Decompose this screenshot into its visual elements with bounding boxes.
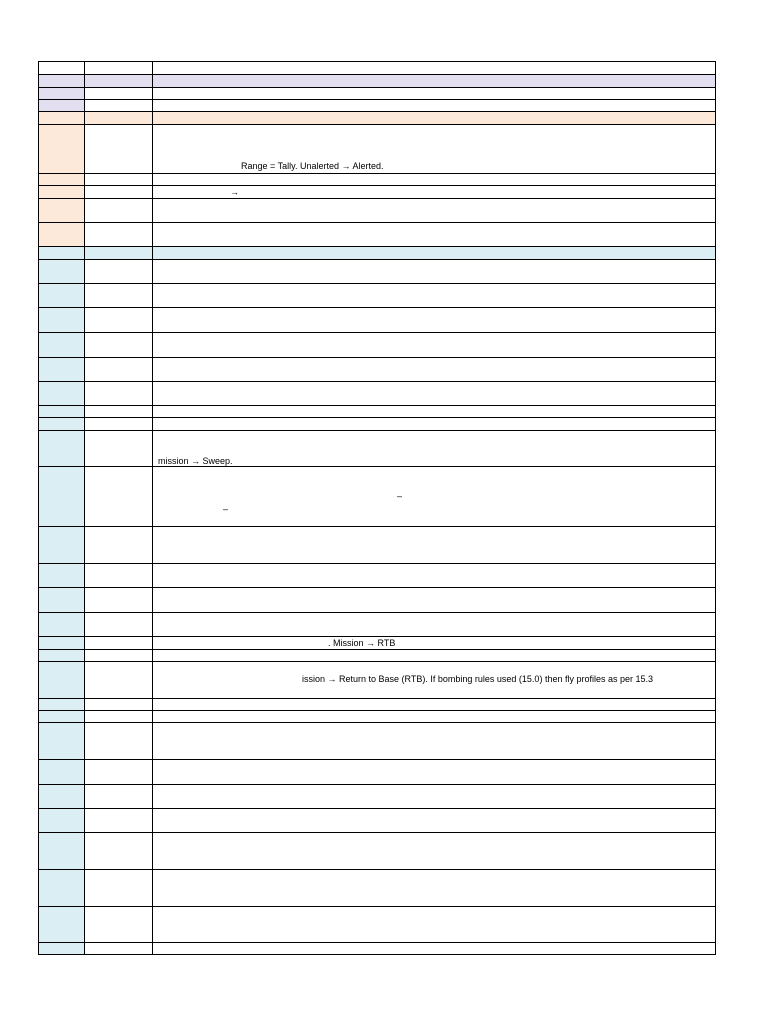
row-text-cell <box>153 260 715 283</box>
table-row <box>39 809 715 833</box>
row-text-cell <box>153 308 715 332</box>
table-row <box>39 564 715 588</box>
row-text-cell <box>153 100 715 111</box>
table-row <box>39 467 715 527</box>
table-row <box>39 870 715 907</box>
row-text-cell <box>153 613 715 636</box>
rule-text: ission → Return to Base (RTB). If bombing rules used (15.0) then fly profiles as per 15.3 <box>302 674 653 684</box>
row-label-cell <box>85 62 153 74</box>
row-label-cell <box>85 650 153 661</box>
row-color-cell <box>39 186 85 198</box>
table-row <box>39 199 715 223</box>
row-label-cell <box>85 785 153 808</box>
row-color-cell <box>39 358 85 381</box>
table-row <box>39 88 715 100</box>
table-row <box>39 662 715 699</box>
table-row <box>39 613 715 637</box>
row-color-cell <box>39 382 85 405</box>
row-color-cell <box>39 223 85 246</box>
row-color-cell <box>39 88 85 99</box>
dash-symbol: – <box>397 491 403 501</box>
row-text-cell <box>153 284 715 307</box>
row-label-cell <box>85 199 153 222</box>
row-color-cell <box>39 650 85 661</box>
row-text-cell <box>153 247 715 259</box>
table-row <box>39 699 715 711</box>
row-color-cell <box>39 907 85 942</box>
row-label-cell <box>85 418 153 430</box>
row-label-cell <box>85 662 153 698</box>
table-row <box>39 637 715 650</box>
row-text-cell <box>153 723 715 759</box>
row-color-cell <box>39 431 85 466</box>
row-color-cell <box>39 785 85 808</box>
table-row <box>39 186 715 199</box>
row-text-cell <box>153 809 715 832</box>
row-color-cell <box>39 260 85 283</box>
row-text-cell <box>153 588 715 612</box>
row-label-cell <box>85 760 153 784</box>
row-text-cell <box>153 406 715 417</box>
table-row <box>39 527 715 564</box>
row-label-cell <box>85 467 153 526</box>
row-label-cell <box>85 223 153 246</box>
rule-text: Range = Tally. Unalerted → Alerted. <box>241 161 384 171</box>
row-text-cell <box>153 431 715 466</box>
row-label-cell <box>85 308 153 332</box>
row-text-cell <box>153 870 715 906</box>
row-label-cell <box>85 260 153 283</box>
row-color-cell <box>39 112 85 124</box>
row-label-cell <box>85 88 153 99</box>
table-row <box>39 112 715 125</box>
row-color-cell <box>39 809 85 832</box>
row-color-cell <box>39 711 85 722</box>
table-row <box>39 358 715 382</box>
table-row <box>39 907 715 943</box>
row-label-cell <box>85 382 153 405</box>
row-color-cell <box>39 699 85 710</box>
row-color-cell <box>39 588 85 612</box>
row-color-cell <box>39 418 85 430</box>
table-row <box>39 711 715 723</box>
row-label-cell <box>85 431 153 466</box>
row-text-cell <box>153 637 715 649</box>
row-color-cell <box>39 870 85 906</box>
table-row <box>39 943 715 954</box>
row-text-cell <box>153 527 715 563</box>
row-label-cell <box>85 613 153 636</box>
row-text-cell <box>153 785 715 808</box>
row-text-cell <box>153 88 715 99</box>
row-color-cell <box>39 723 85 759</box>
row-label-cell <box>85 809 153 832</box>
row-label-cell <box>85 100 153 111</box>
row-text-cell <box>153 174 715 185</box>
rules-table <box>38 61 716 955</box>
arrow-symbol: → <box>230 187 239 197</box>
row-color-cell <box>39 637 85 649</box>
row-text-cell <box>153 333 715 357</box>
table-row <box>39 431 715 467</box>
row-label-cell <box>85 907 153 942</box>
row-label-cell <box>85 112 153 124</box>
row-label-cell <box>85 699 153 710</box>
row-color-cell <box>39 564 85 587</box>
row-color-cell <box>39 247 85 259</box>
table-row <box>39 723 715 760</box>
row-text-cell <box>153 650 715 661</box>
row-label-cell <box>85 711 153 722</box>
table-row <box>39 62 715 75</box>
row-label-cell <box>85 637 153 649</box>
row-label-cell <box>85 588 153 612</box>
row-label-cell <box>85 333 153 357</box>
table-row <box>39 284 715 308</box>
row-color-cell <box>39 833 85 869</box>
row-label-cell <box>85 358 153 381</box>
row-text-cell <box>153 125 715 173</box>
table-row <box>39 406 715 418</box>
row-text-cell <box>153 112 715 124</box>
row-color-cell <box>39 62 85 74</box>
table-row <box>39 223 715 247</box>
row-color-cell <box>39 662 85 698</box>
row-text-cell <box>153 564 715 587</box>
table-row <box>39 785 715 809</box>
row-color-cell <box>39 284 85 307</box>
table-row <box>39 247 715 260</box>
row-color-cell <box>39 760 85 784</box>
row-label-cell <box>85 75 153 87</box>
table-row <box>39 588 715 613</box>
table-row <box>39 260 715 284</box>
row-color-cell <box>39 943 85 954</box>
row-color-cell <box>39 613 85 636</box>
row-text-cell <box>153 382 715 405</box>
table-row <box>39 174 715 186</box>
row-label-cell <box>85 406 153 417</box>
table-row <box>39 100 715 112</box>
row-label-cell <box>85 564 153 587</box>
row-color-cell <box>39 125 85 173</box>
row-color-cell <box>39 308 85 332</box>
row-text-cell <box>153 186 715 198</box>
row-color-cell <box>39 527 85 563</box>
row-label-cell <box>85 284 153 307</box>
table-row <box>39 650 715 662</box>
table-row <box>39 382 715 406</box>
row-label-cell <box>85 174 153 185</box>
row-label-cell <box>85 247 153 259</box>
row-label-cell <box>85 870 153 906</box>
row-label-cell <box>85 943 153 954</box>
row-label-cell <box>85 723 153 759</box>
row-text-cell <box>153 62 715 74</box>
row-label-cell <box>85 833 153 869</box>
row-text-cell <box>153 418 715 430</box>
row-color-cell <box>39 467 85 526</box>
row-text-cell <box>153 358 715 381</box>
row-text-cell <box>153 760 715 784</box>
row-text-cell <box>153 907 715 942</box>
row-color-cell <box>39 100 85 111</box>
table-row <box>39 308 715 333</box>
row-text-cell <box>153 467 715 526</box>
table-row <box>39 760 715 785</box>
row-color-cell <box>39 333 85 357</box>
dash-symbol: – <box>223 504 229 514</box>
row-color-cell <box>39 199 85 222</box>
rule-text: . Mission → RTB <box>328 638 396 648</box>
row-color-cell <box>39 406 85 417</box>
table-row <box>39 75 715 88</box>
table-row <box>39 418 715 431</box>
row-label-cell <box>85 186 153 198</box>
row-text-cell <box>153 75 715 87</box>
row-text-cell <box>153 199 715 222</box>
row-text-cell <box>153 662 715 698</box>
row-text-cell <box>153 943 715 954</box>
table-row <box>39 833 715 870</box>
table-row <box>39 333 715 358</box>
rule-text: mission → Sweep. <box>158 456 233 466</box>
row-color-cell <box>39 174 85 185</box>
row-color-cell <box>39 75 85 87</box>
row-text-cell <box>153 711 715 722</box>
row-text-cell <box>153 833 715 869</box>
row-text-cell <box>153 223 715 246</box>
table-row <box>39 125 715 174</box>
row-label-cell <box>85 527 153 563</box>
row-text-cell <box>153 699 715 710</box>
row-label-cell <box>85 125 153 173</box>
